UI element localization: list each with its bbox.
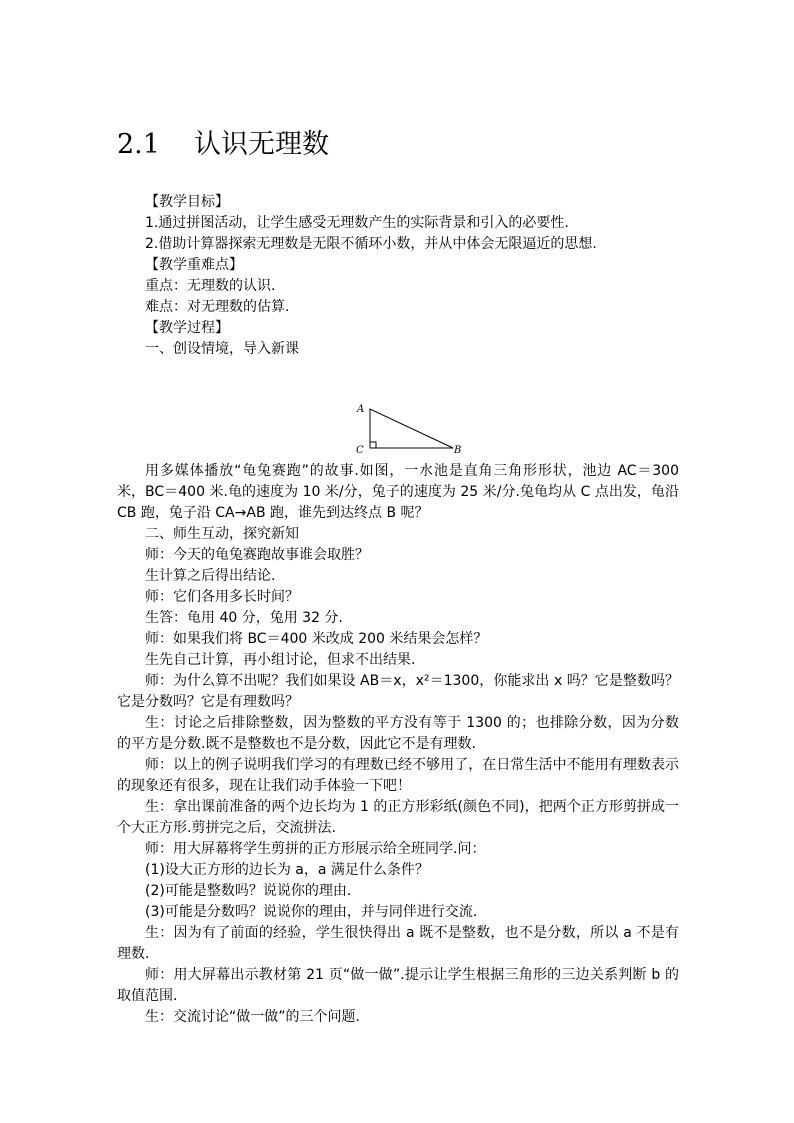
dialogue-line: 师：为什么算不出呢？我们如果设 AB＝x，x²＝1300，你能求出 x 吗？它是整数吗？它是分数吗？它是有理数吗？ xyxy=(117,673,679,710)
section-number: 2.1 xyxy=(117,129,160,160)
dialogue-line: 生：交流讨论“做一做”的三个问题. xyxy=(145,1009,360,1025)
label-a: A xyxy=(357,404,365,415)
goal-item-1: 1.通过拼图活动，让学生感受无理数产生的实际背景和引入的必要性. xyxy=(145,215,569,231)
dialogue-line: (1)设大正方形的边长为 a，a 满足什么条件？ xyxy=(145,862,429,878)
label-c: C xyxy=(356,445,364,456)
triangle-shape xyxy=(370,409,453,448)
right-triangle-figure xyxy=(352,400,470,460)
label-b: B xyxy=(454,445,462,456)
right-angle-marker xyxy=(370,442,376,448)
key-points-header: 【教学重难点】 xyxy=(145,257,243,273)
key-point-focus: 重点：无理数的认识. xyxy=(145,278,276,294)
dialogue-line: (2)可能是整数吗？说说你的理由. xyxy=(145,883,352,899)
dialogue-line: 师：用大屏幕出示教材第 21 页“做一做”.提示让学生根据三角形的三边关系判断 b 的取值范围. xyxy=(117,967,679,1004)
dialogue-line: 生答：龟用 40 分，兔用 32 分. xyxy=(145,610,343,626)
key-point-difficulty: 难点：对无理数的估算. xyxy=(145,299,290,315)
dialogue-line: (3)可能是分数吗？说说你的理由，并与同伴进行交流. xyxy=(145,904,478,920)
dialogue-line: 生：讨论之后排除整数，因为整数的平方没有等于 1300 的；也排除分数，因为分数的平方是分数.既不是整数也不是分数，因此它不是有理数. xyxy=(117,715,679,752)
dialogue-line: 生先自己计算，再小组讨论，但求不出结果. xyxy=(145,652,416,668)
dialogue-line: 师：如果我们将 BC＝400 米改成 200 米结果会怎样？ xyxy=(145,631,488,647)
dialogue-line: 二、师生互动，探究新知 xyxy=(145,526,299,542)
dialogue-line: 师：今天的龟兔赛跑故事谁会取胜？ xyxy=(145,547,369,563)
section-title xyxy=(117,126,329,164)
section-heading: 认识无理数 xyxy=(193,129,329,160)
dialogue-line: 生：拿出课前准备的两个边长均为 1 的正方形彩纸(颜色不同)，把两个正方形剪拼成一个大正方形.剪拼完之后，交流拼法. xyxy=(117,799,679,836)
dialogue-line: 生计算之后得出结论. xyxy=(145,568,276,584)
dialogue-line: 师：用大屏幕将学生剪拼的正方形展示给全班同学.问： xyxy=(145,841,486,857)
goal-item-2: 2.借助计算器探索无理数是无限不循环小数，并从中体会无限逼近的思想. xyxy=(145,236,597,252)
goals-header: 【教学目标】 xyxy=(145,194,229,210)
triangle-diagram xyxy=(352,400,470,460)
section-1-heading: 一、创设情境，导入新课 xyxy=(145,341,299,357)
dialogue-line: 生：因为有了前面的经验，学生很快得出 a 既不是整数，也不是分数，所以 a 不是有理数. xyxy=(117,925,679,962)
process-header: 【教学过程】 xyxy=(145,320,229,336)
dialogue-line: 师：它们各用多长时间？ xyxy=(145,589,299,605)
lesson-body xyxy=(117,461,679,1028)
story-paragraph: 用多媒体播放“龟兔赛跑”的故事.如图，一水池是直角三角形形状，池边 AC＝300 米，BC＝400 米.龟的速度为 10 米/分，兔子的速度为 25 米/分.兔龟均从 C 点出发，龟沿 CB 跑，兔子沿 CA→AB 跑，谁先到达终点 B 呢？ xyxy=(117,463,679,521)
dialogue-line: 师：以上的例子说明我们学习的有理数已经不够用了，在日常生活中不能用有理数表示的现象还有很多，现在让我们动手体验一下吧！ xyxy=(117,757,679,794)
